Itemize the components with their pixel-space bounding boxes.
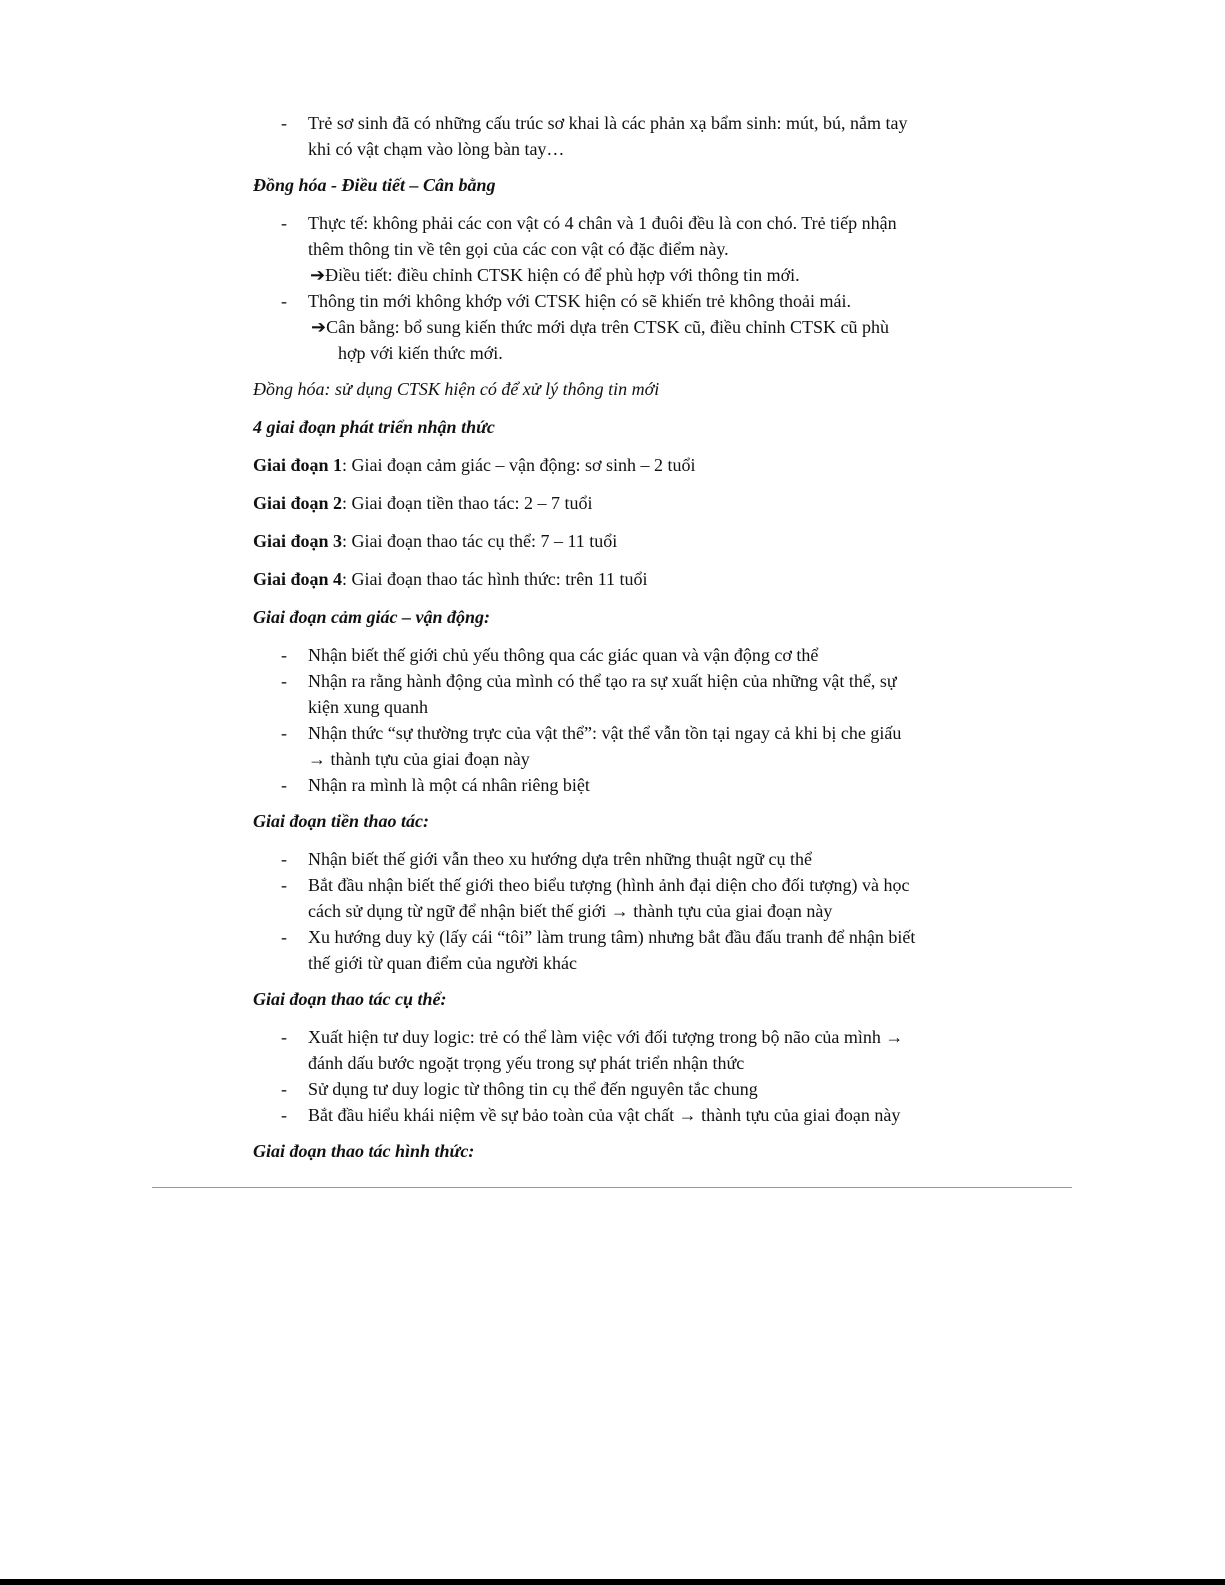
list-item-text: đánh dấu bước ngoặt trọng yếu trong sự phát triển nhận thức — [308, 1053, 745, 1073]
stage-line — [253, 490, 973, 516]
list-item-text: Nhận biết thế giới vẫn theo xu hướng dựa trên những thuật ngữ cụ thể — [308, 849, 812, 869]
list-item — [253, 720, 973, 772]
bullet-dash: - — [281, 723, 287, 743]
stage-label: Giai đoạn 1 — [253, 455, 343, 475]
list-item — [253, 846, 973, 872]
list-item — [253, 642, 973, 668]
bullet-dash: - — [281, 927, 287, 947]
stage-text: : Giai đoạn tiền thao tác: 2 – 7 tuổi — [342, 493, 593, 513]
section-heading: Giai đoạn thao tác hình thức: — [253, 1141, 475, 1161]
bullet-dash: - — [281, 1105, 287, 1125]
list-item — [253, 210, 973, 262]
section-heading: Đồng hóa - Điều tiết – Cân bằng — [253, 175, 496, 195]
bullet-dash: - — [281, 213, 287, 233]
list-item — [253, 772, 973, 798]
list-item-text: thế giới từ quan điểm của người khác — [308, 953, 577, 973]
list-item-text: kiện xung quanh — [308, 697, 428, 717]
list-item — [253, 1024, 973, 1076]
list-item-text: Bắt đầu nhận biết thế giới theo biểu tượng (hình ảnh đại diện cho đối tượng) và học — [308, 875, 910, 895]
list-item-text: Sử dụng tư duy logic từ thông tin cụ thể đến nguyên tắc chung — [308, 1079, 758, 1099]
list-item — [253, 288, 973, 314]
bullet-dash: - — [281, 875, 287, 895]
bullet-dash: - — [281, 775, 287, 795]
list-item-text: Trẻ sơ sinh đã có những cấu trúc sơ khai là các phản xạ bẩm sinh: mút, bú, nắm tay — [308, 113, 908, 133]
list-item — [253, 1102, 973, 1128]
bullet-dash: - — [281, 671, 287, 691]
stage-label: Giai đoạn 4 — [253, 569, 343, 589]
arrow-note-text: ➔Điều tiết: điều chỉnh CTSK hiện có để phù hợp với thông tin mới. — [310, 265, 800, 285]
list-item-text: → thành tựu của giai đoạn này — [308, 749, 530, 769]
list-item — [253, 1076, 973, 1102]
section-heading: Giai đoạn thao tác cụ thể: — [253, 989, 447, 1009]
page-content — [253, 110, 973, 1176]
preoperational-list — [253, 846, 973, 976]
list-item-text: Bắt đầu hiểu khái niệm về sự bảo toàn của vật chất → thành tựu của giai đoạn này — [308, 1105, 901, 1125]
stage-label: Giai đoạn 3 — [253, 531, 343, 551]
bullet-dash: - — [281, 1079, 287, 1099]
arrow-note — [253, 314, 973, 366]
bullet-dash: - — [281, 291, 287, 311]
concrete-list — [253, 1024, 973, 1128]
arrow-note-text: hợp với kiến thức mới. — [338, 343, 503, 363]
list-item-text: Thông tin mới không khớp với CTSK hiện có sẽ khiến trẻ không thoải mái. — [308, 291, 851, 311]
page-divider — [152, 1187, 1072, 1188]
list-item-text: thêm thông tin về tên gọi của các con vật có đặc điểm này. — [308, 239, 729, 259]
list-item — [253, 924, 973, 976]
stage-line — [253, 528, 973, 554]
list-item-text: Thực tế: không phải các con vật có 4 chân và 1 đuôi đều là con chó. Trẻ tiếp nhận — [308, 213, 897, 233]
stage-text: : Giai đoạn cảm giác – vận động: sơ sinh – 2 tuổi — [342, 455, 696, 475]
list-item — [253, 110, 973, 162]
definition-text: Đồng hóa: sử dụng CTSK hiện có để xử lý thông tin mới — [253, 379, 660, 399]
list-item — [253, 872, 973, 924]
list-item-text: cách sử dụng từ ngữ để nhận biết thế giới → thành tựu của giai đoạn này — [308, 901, 833, 921]
intro-list — [253, 110, 973, 162]
section-heading: Giai đoạn tiền thao tác: — [253, 811, 430, 831]
list-item-text: Xu hướng duy kỷ (lấy cái “tôi” làm trung tâm) nhưng bắt đầu đấu tranh để nhận biết — [308, 927, 916, 947]
list-item-text: Nhận ra mình là một cá nhân riêng biệt — [308, 775, 590, 795]
section-heading: Giai đoạn cảm giác – vận động: — [253, 607, 490, 627]
list-item-text: Xuất hiện tư duy logic: trẻ có thể làm việc với đối tượng trong bộ não của mình → — [308, 1027, 904, 1047]
list-item — [253, 668, 973, 720]
list-item-text: Nhận biết thế giới chủ yếu thông qua các giác quan và vận động cơ thể — [308, 645, 819, 665]
bullet-dash: - — [281, 113, 287, 133]
bullet-dash: - — [281, 645, 287, 665]
arrow-note-text: ➔Cân bằng: bổ sung kiến thức mới dựa trên CTSK cũ, điều chỉnh CTSK cũ phù — [311, 317, 890, 337]
stage-line — [253, 566, 973, 592]
stage-text: : Giai đoạn thao tác cụ thể: 7 – 11 tuổi — [342, 531, 618, 551]
stage-label: Giai đoạn 2 — [253, 493, 343, 513]
list-item-text: Nhận ra rằng hành động của mình có thể tạo ra sự xuất hiện của những vật thể, sự — [308, 671, 897, 691]
bullet-dash: - — [281, 1027, 287, 1047]
list-item-text: khi có vật chạm vào lòng bàn tay… — [308, 139, 565, 159]
sensorimotor-list — [253, 642, 973, 798]
bottom-border — [0, 1579, 1225, 1585]
arrow-note — [253, 262, 973, 288]
bullet-dash: - — [281, 849, 287, 869]
list-item-text: Nhận thức “sự thường trực của vật thể”: vật thể vẫn tồn tại ngay cả khi bị che giấu — [308, 723, 902, 743]
assimilation-list — [253, 210, 973, 366]
section-heading: 4 giai đoạn phát triển nhận thức — [253, 417, 495, 437]
stage-text: : Giai đoạn thao tác hình thức: trên 11 tuổi — [342, 569, 648, 589]
stage-line — [253, 452, 973, 478]
